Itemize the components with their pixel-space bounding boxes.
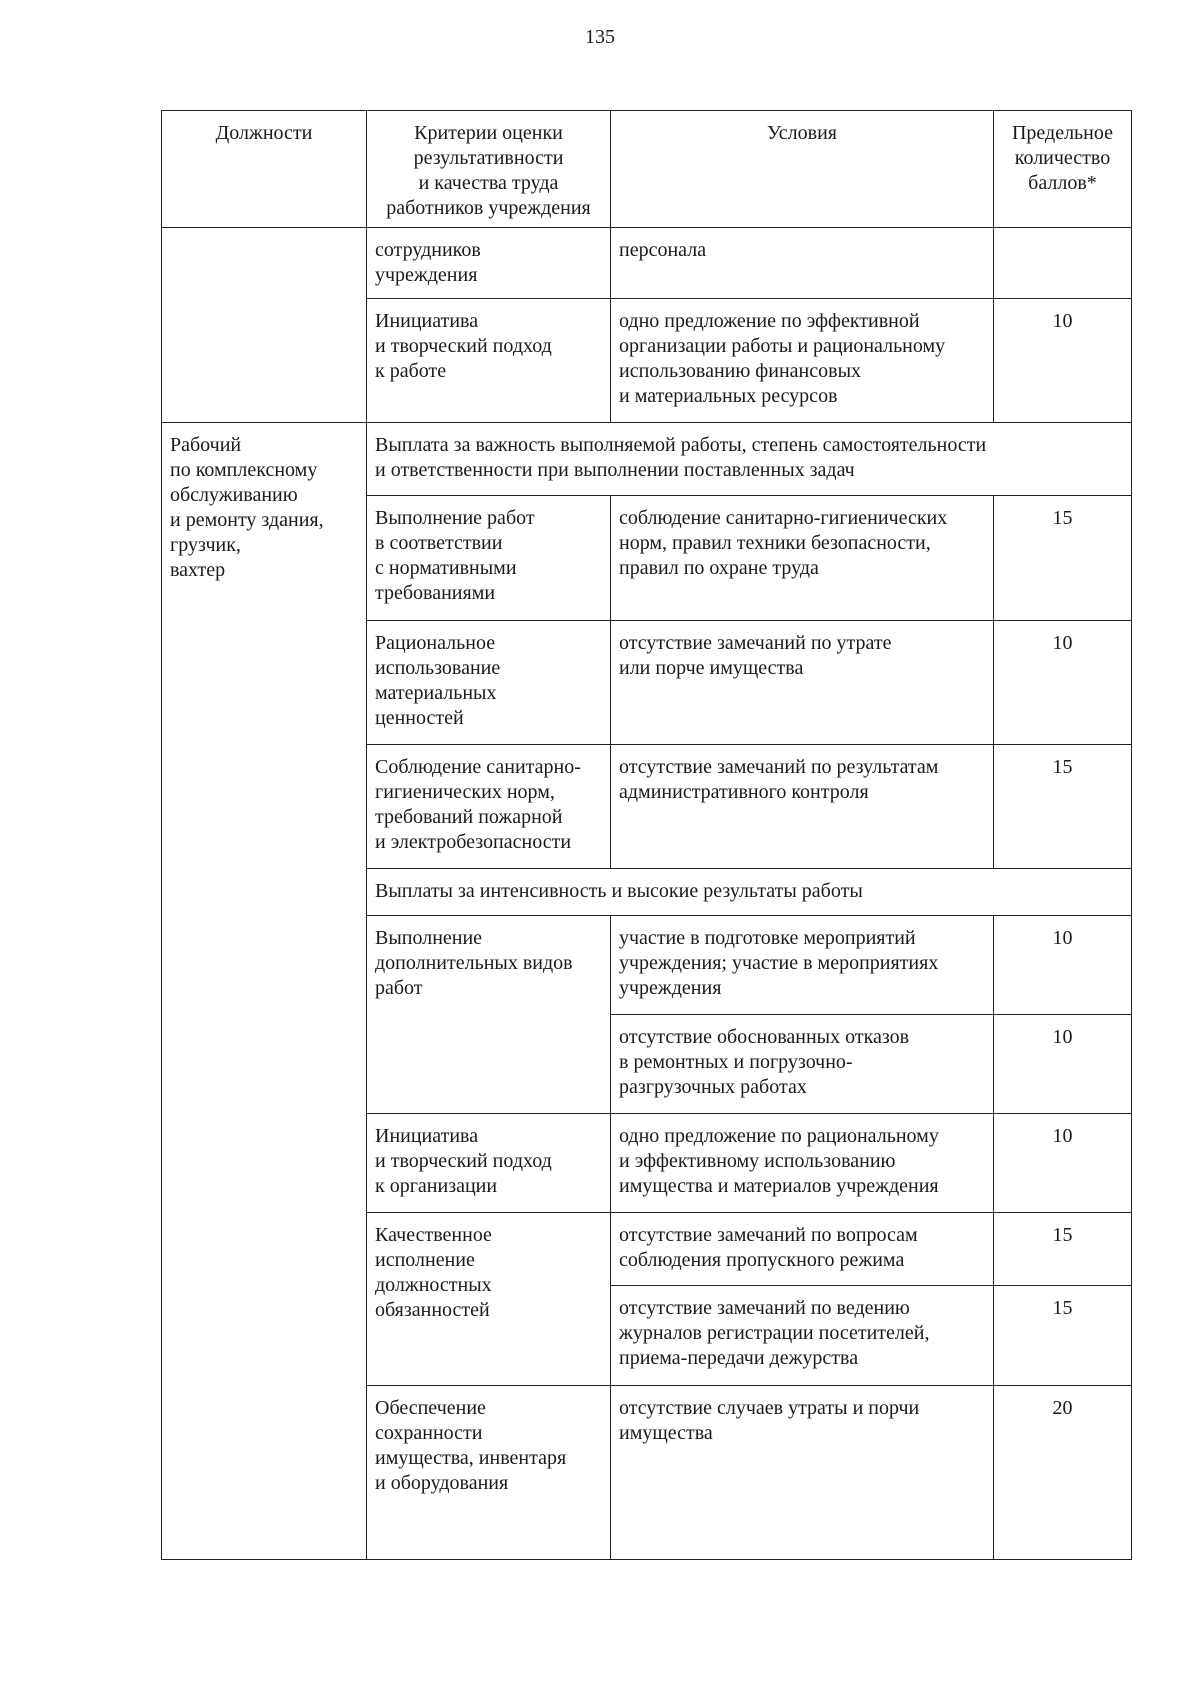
position-cell: Рабочий по комплексному обслуживанию и ремонту здания, грузчик, вахтер [162,422,367,1559]
points-cell: 10 [994,621,1132,745]
criterion-cell: Выполнение дополнительных видов работ [367,916,611,1114]
criterion-cell: сотрудников учреждения [367,228,611,299]
section-row [162,422,1132,495]
condition-cell: отсутствие замечаний по утрате или порче имущества [611,621,994,745]
points-cell: 10 [994,1014,1132,1113]
points-cell: 15 [994,744,1132,868]
points-cell: 10 [994,1113,1132,1212]
condition-cell: участие в подготовке мероприятий учреждения; участие в мероприятиях учреждения [611,916,994,1014]
criterion-cell: Соблюдение санитарно- гигиенических норм, требований пожарной и электробезопасности [367,744,611,868]
condition-cell: одно предложение по рациональному и эффективному использованию имущества и материалов учреждения [611,1113,994,1212]
condition-cell: отсутствие замечаний по ведению журналов регистрации посетителей, приема-передачи дежурства [611,1286,994,1385]
condition-cell: отсутствие случаев утраты и порчи имущества [611,1385,994,1559]
points-cell: 20 [994,1385,1132,1559]
previous-position-cell [162,228,367,423]
header-points: Предельное количество баллов* [994,111,1132,228]
criterion-cell: Инициатива и творческий подход к работе [367,298,611,422]
points-cell [994,228,1132,299]
section-intensity-heading: Выплаты за интенсивность и высокие результаты работы [367,868,1132,916]
header-conditions: Условия [611,111,994,228]
table-row [162,228,1132,299]
page-number: 135 [585,26,615,48]
criterion-cell: Выполнение работ в соответствии с нормативными требованиями [367,495,611,621]
points-cell: 10 [994,916,1132,1014]
header-criteria: Критерии оценки результативности и качества труда работников учреждения [367,111,611,228]
points-cell: 15 [994,1286,1132,1385]
criteria-table [161,110,1132,1560]
criterion-cell: Обеспечение сохранности имущества, инвентаря и оборудования [367,1385,611,1559]
criterion-cell: Рациональное использование материальных ценностей [367,621,611,745]
condition-cell: отсутствие замечаний по вопросам соблюдения пропускного режима [611,1213,994,1286]
criterion-cell: Качественное исполнение должностных обязанностей [367,1213,611,1385]
criterion-cell: Инициатива и творческий подход к организации [367,1113,611,1212]
points-cell: 15 [994,1213,1132,1286]
header-row [162,111,1132,228]
condition-cell: отсутствие обоснованных отказов в ремонтных и погрузочно- разгрузочных работах [611,1014,994,1113]
points-cell: 10 [994,298,1132,422]
points-cell: 15 [994,495,1132,621]
condition-cell: отсутствие замечаний по результатам административного контроля [611,744,994,868]
condition-cell: персонала [611,228,994,299]
condition-cell: соблюдение санитарно-гигиенических норм, правил техники безопасности, правил по охране труда [611,495,994,621]
section-importance-heading: Выплата за важность выполняемой работы, степень самостоятельности и ответственности при выполнении поставленных задач [367,422,1132,495]
condition-cell: одно предложение по эффективной организации работы и рациональному использованию финансовых и материальных ресурсов [611,298,994,422]
header-position: Должности [162,111,367,228]
